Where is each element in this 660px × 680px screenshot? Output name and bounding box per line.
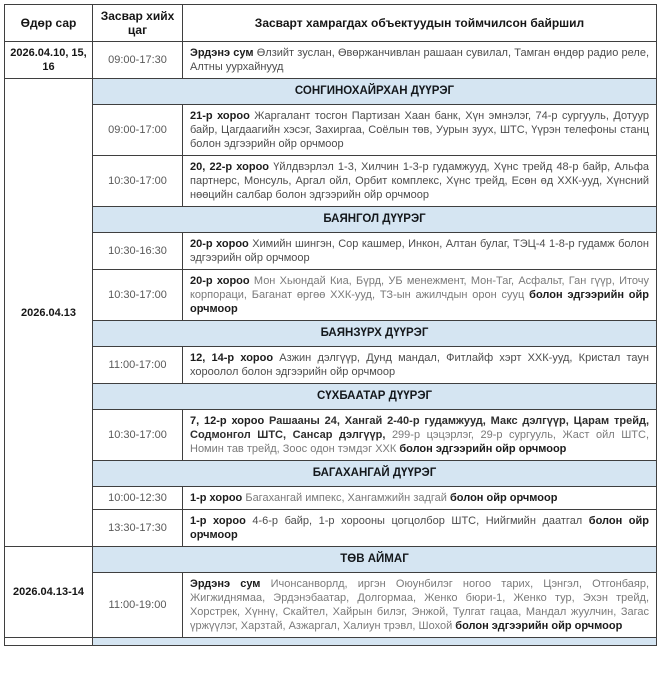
text-run: Рашааны 24, Хангай 2-40-р гудамжууд, Макс дэлгүүр, Царам трейд, Содмонгол ШТС, Сансар дэлгүүр,	[190, 415, 649, 441]
time-cell: 10:30-17:00	[93, 270, 183, 321]
desc-cell	[183, 42, 657, 79]
desc-cell	[183, 410, 657, 461]
text-run: 21-р хороо	[190, 110, 255, 122]
time-cell: 13:30-17:30	[93, 510, 183, 547]
text-run: Эрдэнэ сум	[190, 47, 257, 59]
table-row	[5, 510, 657, 547]
desc-cell	[183, 487, 657, 510]
date-cell	[5, 638, 93, 646]
desc-cell	[183, 510, 657, 547]
desc-cell	[183, 233, 657, 270]
district-header-bayanzurkh: БАЯНЗҮРХ ДҮҮРЭГ	[93, 321, 657, 347]
district-header-songinokhairkhan: СОНГИНОХАЙРХАН ДҮҮРЭГ	[93, 79, 657, 105]
text-run: 12, 14-р хороо	[190, 352, 280, 364]
text-run: Жаргалант тосгон Партизан Хаан банк, Хүн эмнэлэг, 74-р сургууль, Дотуур байр, Цагдаагийн хэсэг, Захиргаа, Соёлын төв, Уурын зуух, ШТС, Үүрэн телефоны станц болон эдгээрийн ойр орчмоор	[190, 110, 649, 150]
table-row	[5, 233, 657, 270]
text-run: Эрдэнэ сум	[190, 578, 271, 590]
table-row	[5, 156, 657, 207]
text-run: 20, 22-р хороо	[190, 161, 274, 173]
time-cell: 10:30-17:00	[93, 410, 183, 461]
time-cell: 09:00-17:00	[93, 105, 183, 156]
partial-district-header-band	[93, 638, 657, 646]
table-row	[5, 487, 657, 510]
text-run: болон ойр орчмоор	[190, 515, 650, 541]
district-header-row	[5, 79, 657, 105]
text-run: Өлзийт зуслан, Өвөржанчивлан рашаан сувилал, Тамган өндөр радио реле, Алтны уурхайнууд	[190, 47, 650, 73]
header-row	[5, 5, 657, 42]
text-run: болон эдгээрийн ойр орчмоор	[190, 289, 649, 315]
date-cell: 2026.04.13-14	[5, 547, 93, 638]
district-header-row	[5, 321, 657, 347]
desc-cell	[183, 156, 657, 207]
time-cell: 11:00-19:00	[93, 573, 183, 638]
partial-next-group-row	[5, 638, 657, 646]
date-cell: 2026.04.10, 15, 16	[5, 42, 93, 79]
desc-cell	[183, 573, 657, 638]
text-run: Химийн шингэн, Сор кашмер, Инкон, Алтан булаг, ТЭЦ-4 1-8-р гудамж болон эдгээрийн ойр орчмоор	[190, 238, 649, 264]
text-run: Багахангай импекс, Хангамжийн задгай	[245, 492, 450, 504]
text-run: Азжин дэлгүүр, Дунд мандал, Фитлайф хэрт ХХК-ууд, Кристал таун хороолол болон эдгээрийн ойр орчмоор	[190, 352, 649, 378]
district-header-row	[5, 384, 657, 410]
desc-cell	[183, 347, 657, 384]
outage-schedule-table	[4, 4, 657, 646]
text-run: Үйлдвэрлэл 1-3, Хилчин 1-3-р гудамжууд, Хүнс трейд 48-р байр, Альфа партнерс, Монсуль, Аргал ойл, Орбит комплекс, Хүнс трейд, Есөн өд ХХК-ууд, Хүнсний нөөцийн салбар болон эдгээрийн ойр орчмоор	[190, 161, 649, 201]
column-header-location: Засварт хамрагдах объектуудын тоймчилсон байршил	[183, 5, 657, 42]
text-run: болон эдгээрийн ойр орчмоор	[399, 443, 567, 455]
time-cell: 11:00-17:00	[93, 347, 183, 384]
district-header-row	[5, 547, 657, 573]
text-run: Мон Хьюндай Киа, Бүрд, УБ менежмент, Мон-Таг, Асфальт, Ган гүүр, Иточу корпораци, Баганат өргөө ХХК-ууд, ТЗ-ын ажилчдын орон сууц	[190, 275, 650, 301]
text-run: 7, 12-р хороо	[190, 415, 270, 427]
desc-cell	[183, 270, 657, 321]
district-header-sukhbaatar: СҮХБААТАР ДҮҮРЭГ	[93, 384, 657, 410]
desc-cell	[183, 105, 657, 156]
district-header-row	[5, 461, 657, 487]
column-header-time: Засвар хийх цаг	[93, 5, 183, 42]
text-run: 299-р цэцэрлэг, 29-р сургууль, Жаст ойл ШТС, Номин тав трейд, Зоос одон тэмдэг ХХК	[190, 429, 650, 455]
table-row	[5, 270, 657, 321]
time-cell: 10:00-12:30	[93, 487, 183, 510]
district-header-bagakhangai: БАГАХАНГАЙ ДҮҮРЭГ	[93, 461, 657, 487]
table-row	[5, 410, 657, 461]
date-cell: 2026.04.13	[5, 79, 93, 547]
text-run: болон ойр орчмоор	[449, 492, 558, 504]
column-header-date: Өдөр сар	[5, 5, 93, 42]
table-row	[5, 347, 657, 384]
time-cell: 10:30-16:30	[93, 233, 183, 270]
time-cell: 09:00-17:30	[93, 42, 183, 79]
district-header-row	[5, 207, 657, 233]
text-run: 20-р хороо	[190, 238, 253, 250]
table-row	[5, 42, 657, 79]
table-row	[5, 573, 657, 638]
text-run: 1-р хороо	[190, 492, 246, 504]
time-cell: 10:30-17:00	[93, 156, 183, 207]
text-run: 4-6-р байр, 1-р хорооны цогцолбор ШТС, Нийгмийн даатгал	[252, 515, 589, 527]
district-header-tuv-aimag: ТӨВ АЙМАГ	[93, 547, 657, 573]
text-run: болон эдгээрийн ойр орчмоор	[455, 620, 623, 632]
text-run: 1-р хороо	[190, 515, 253, 527]
text-run: 20-р хороо	[190, 275, 254, 287]
text-run: Ичонсанворлд, иргэн Оюунбилэг ногоо тарих, Цэнгэл, Отгонбаяр, Жигжиднямаа, Эрдэнэбаатар, Долгормаа, Женко бюри-1, Женко тур, Эхэн трейд, Хорстрек, Хүннү, Скайтел, Хайрын билэг, Энжой, Тулгат гацаа, Мандал жуулчин, Загас үржүүлэг, Харзтай, Азжаргал, Халиун трэвл, Шохой	[190, 578, 650, 632]
district-header-bayangol: БАЯНГОЛ ДҮҮРЭГ	[93, 207, 657, 233]
table-row	[5, 105, 657, 156]
